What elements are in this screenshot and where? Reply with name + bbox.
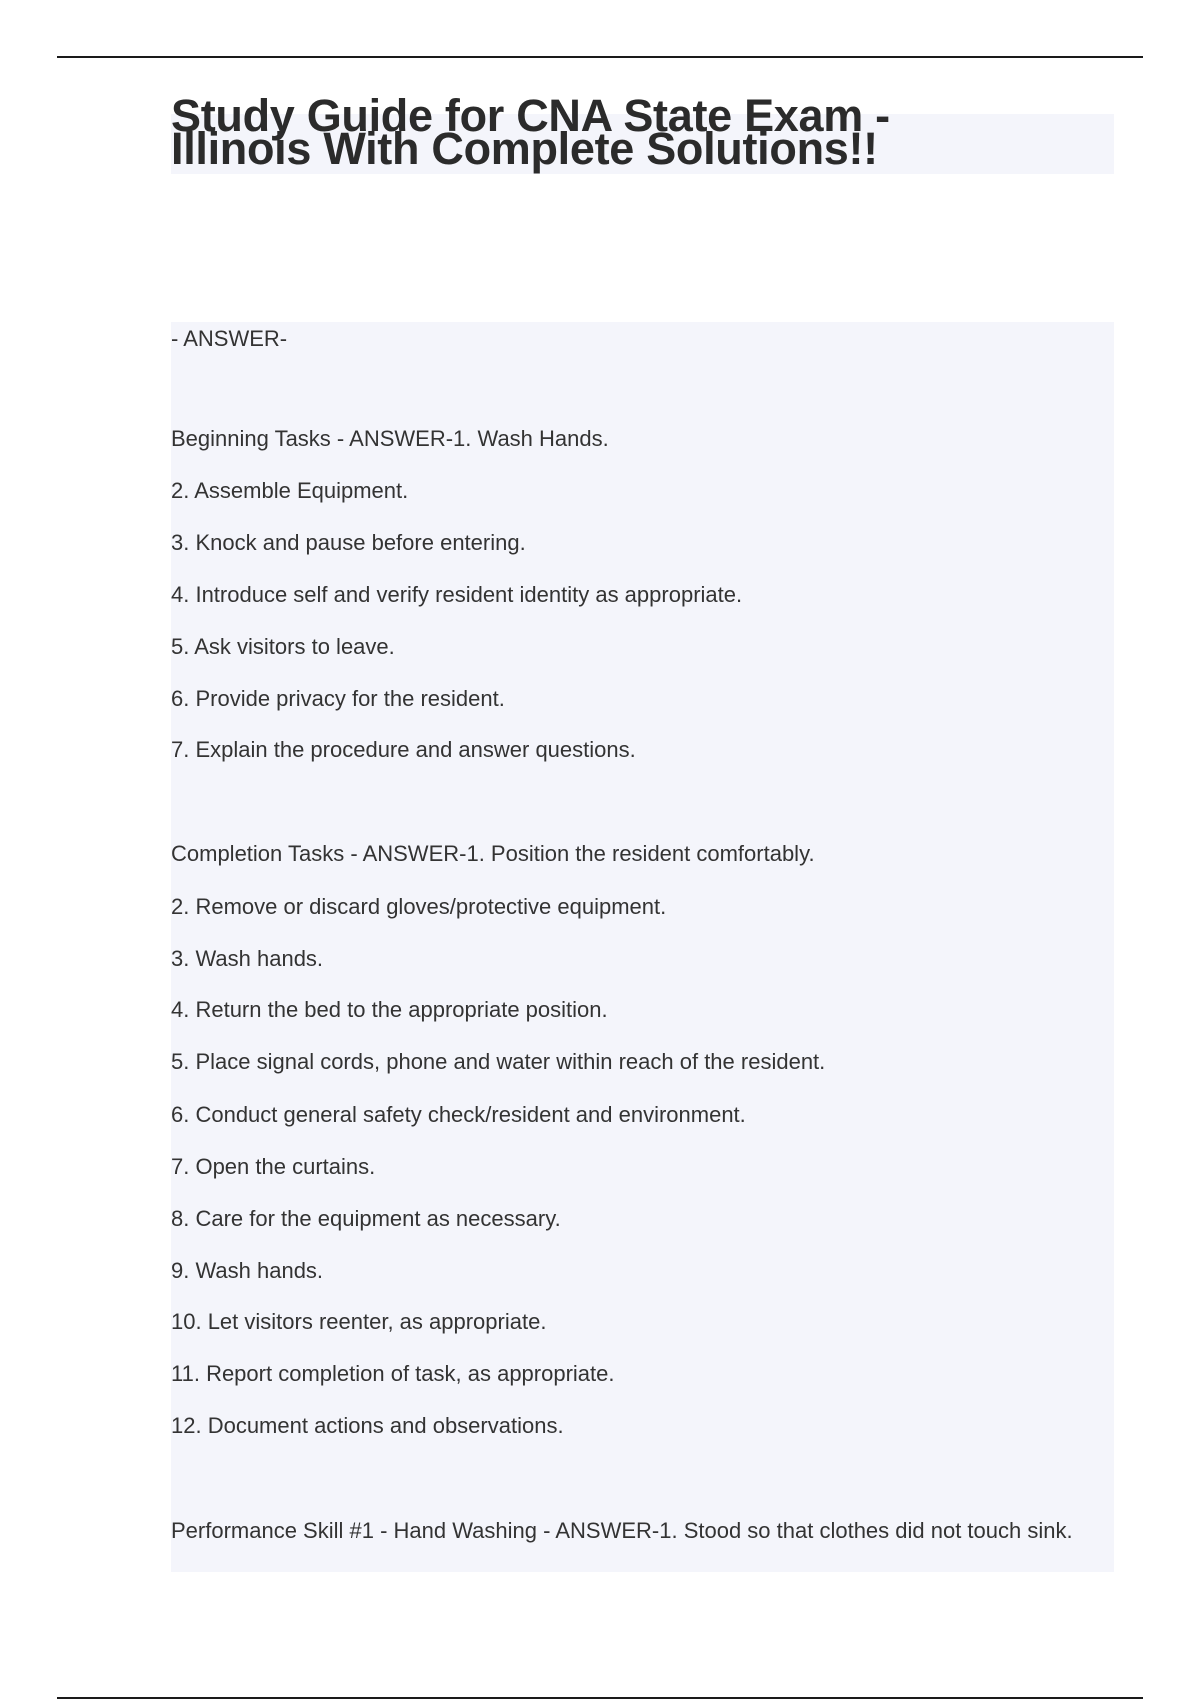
list-item: 5. Place signal cords, phone and water within reach of the resident.	[171, 1049, 826, 1074]
section-heading-beginning-tasks: Beginning Tasks - ANSWER-1. Wash Hands.	[171, 426, 609, 451]
list-item: 6. Provide privacy for the resident.	[171, 686, 505, 711]
list-item: 7. Open the curtains.	[171, 1154, 376, 1179]
list-item: 3. Knock and pause before entering.	[171, 530, 526, 555]
list-item: 10. Let visitors reenter, as appropriate.	[171, 1309, 547, 1334]
list-item: 9. Wash hands.	[171, 1258, 324, 1283]
list-item: 4. Return the bed to the appropriate position.	[171, 997, 608, 1022]
content-block	[171, 322, 1114, 1572]
list-item: 8. Care for the equipment as necessary.	[171, 1206, 561, 1231]
list-item: 3. Wash hands.	[171, 946, 324, 971]
section-heading-hand-washing: Performance Skill #1 - Hand Washing - ANSWER-1. Stood so that clothes did not touch sink.	[171, 1518, 1073, 1543]
title-block	[171, 90, 1114, 174]
list-item: 11. Report completion of task, as appropriate.	[171, 1361, 615, 1386]
list-item: 6. Conduct general safety check/resident and environment.	[171, 1102, 746, 1127]
list-item: 5. Ask visitors to leave.	[171, 634, 395, 659]
list-item: 7. Explain the procedure and answer questions.	[171, 737, 636, 762]
list-item: 2. Assemble Equipment.	[171, 478, 409, 503]
list-item: 12. Document actions and observations.	[171, 1413, 564, 1438]
section-heading-completion-tasks: Completion Tasks - ANSWER-1. Position the resident comfortably.	[171, 841, 815, 866]
document-title: Study Guide for CNA State Exam - Illinois With Complete Solutions!!	[171, 90, 890, 174]
list-item: 2. Remove or discard gloves/protective equipment.	[171, 894, 667, 919]
top-rule	[57, 56, 1143, 58]
bottom-rule	[57, 1697, 1143, 1699]
list-item: 4. Introduce self and verify resident identity as appropriate.	[171, 582, 743, 607]
intro-answer: - ANSWER-	[171, 326, 288, 351]
